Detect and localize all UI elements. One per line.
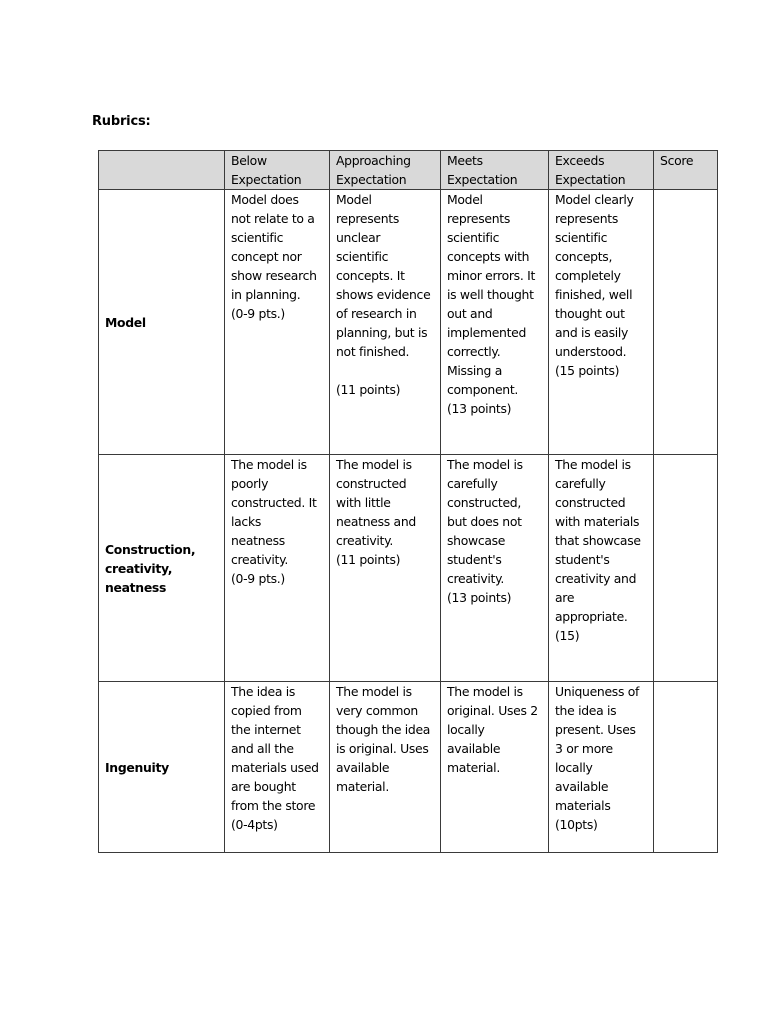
cell-exceeds-expectation: Model clearly represents scientific concepts, completely finished, well thought out and is easily understood. (15 points) [549,190,654,455]
row-label: Construction, creativity, neatness [99,455,225,682]
cell-approaching-expectation: Model represents unclear scientific concepts. It shows evidence of research in planning, but is not finished. (11 points) [330,190,441,455]
cell-below-expectation: Model does not relate to a scientific concept nor show research in planning. (0-9 pts.) [225,190,330,455]
table-row-construction [99,455,718,682]
cell-below-expectation: The model is poorly constructed. It lacks neatness creativity. (0-9 pts.) [225,455,330,682]
cell-meets-expectation: The model is carefully constructed, but does not showcase student's creativity. (13 points) [441,455,549,682]
cell-below-expectation: The idea is copied from the internet and all the materials used are bought from the store (0-4pts) [225,682,330,853]
cell-score [654,455,718,682]
header-cell-criteria [99,151,225,190]
cell-approaching-expectation: The model is very common though the idea is original. Uses available material. [330,682,441,853]
header-cell-below-expectation: Below Expectation [225,151,330,190]
cell-score [654,190,718,455]
cell-meets-expectation: The model is original. Uses 2 locally available material. [441,682,549,853]
row-label: Model [99,190,225,455]
row-label: Ingenuity [99,682,225,853]
table-row-ingenuity [99,682,718,853]
header-row [99,151,718,190]
cell-meets-expectation: Model represents scientific concepts with minor errors. It is well thought out and implemented correctly. Missing a component. (13 points) [441,190,549,455]
header-cell-approaching-expectation: Approaching Expectation [330,151,441,190]
header-cell-score: Score [654,151,718,190]
cell-exceeds-expectation: The model is carefully constructed with materials that showcase student's creativity and are appropriate. (15) [549,455,654,682]
header-cell-meets-expectation: Meets Expectation [441,151,549,190]
table-row-model [99,190,718,455]
cell-score [654,682,718,853]
page-heading: Rubrics: [92,114,151,129]
header-cell-exceeds-expectation: Exceeds Expectation [549,151,654,190]
cell-exceeds-expectation: Uniqueness of the idea is present. Uses 3 or more locally available materials (10pts) [549,682,654,853]
rubric-table [98,150,718,853]
cell-approaching-expectation: The model is constructed with little neatness and creativity. (11 points) [330,455,441,682]
